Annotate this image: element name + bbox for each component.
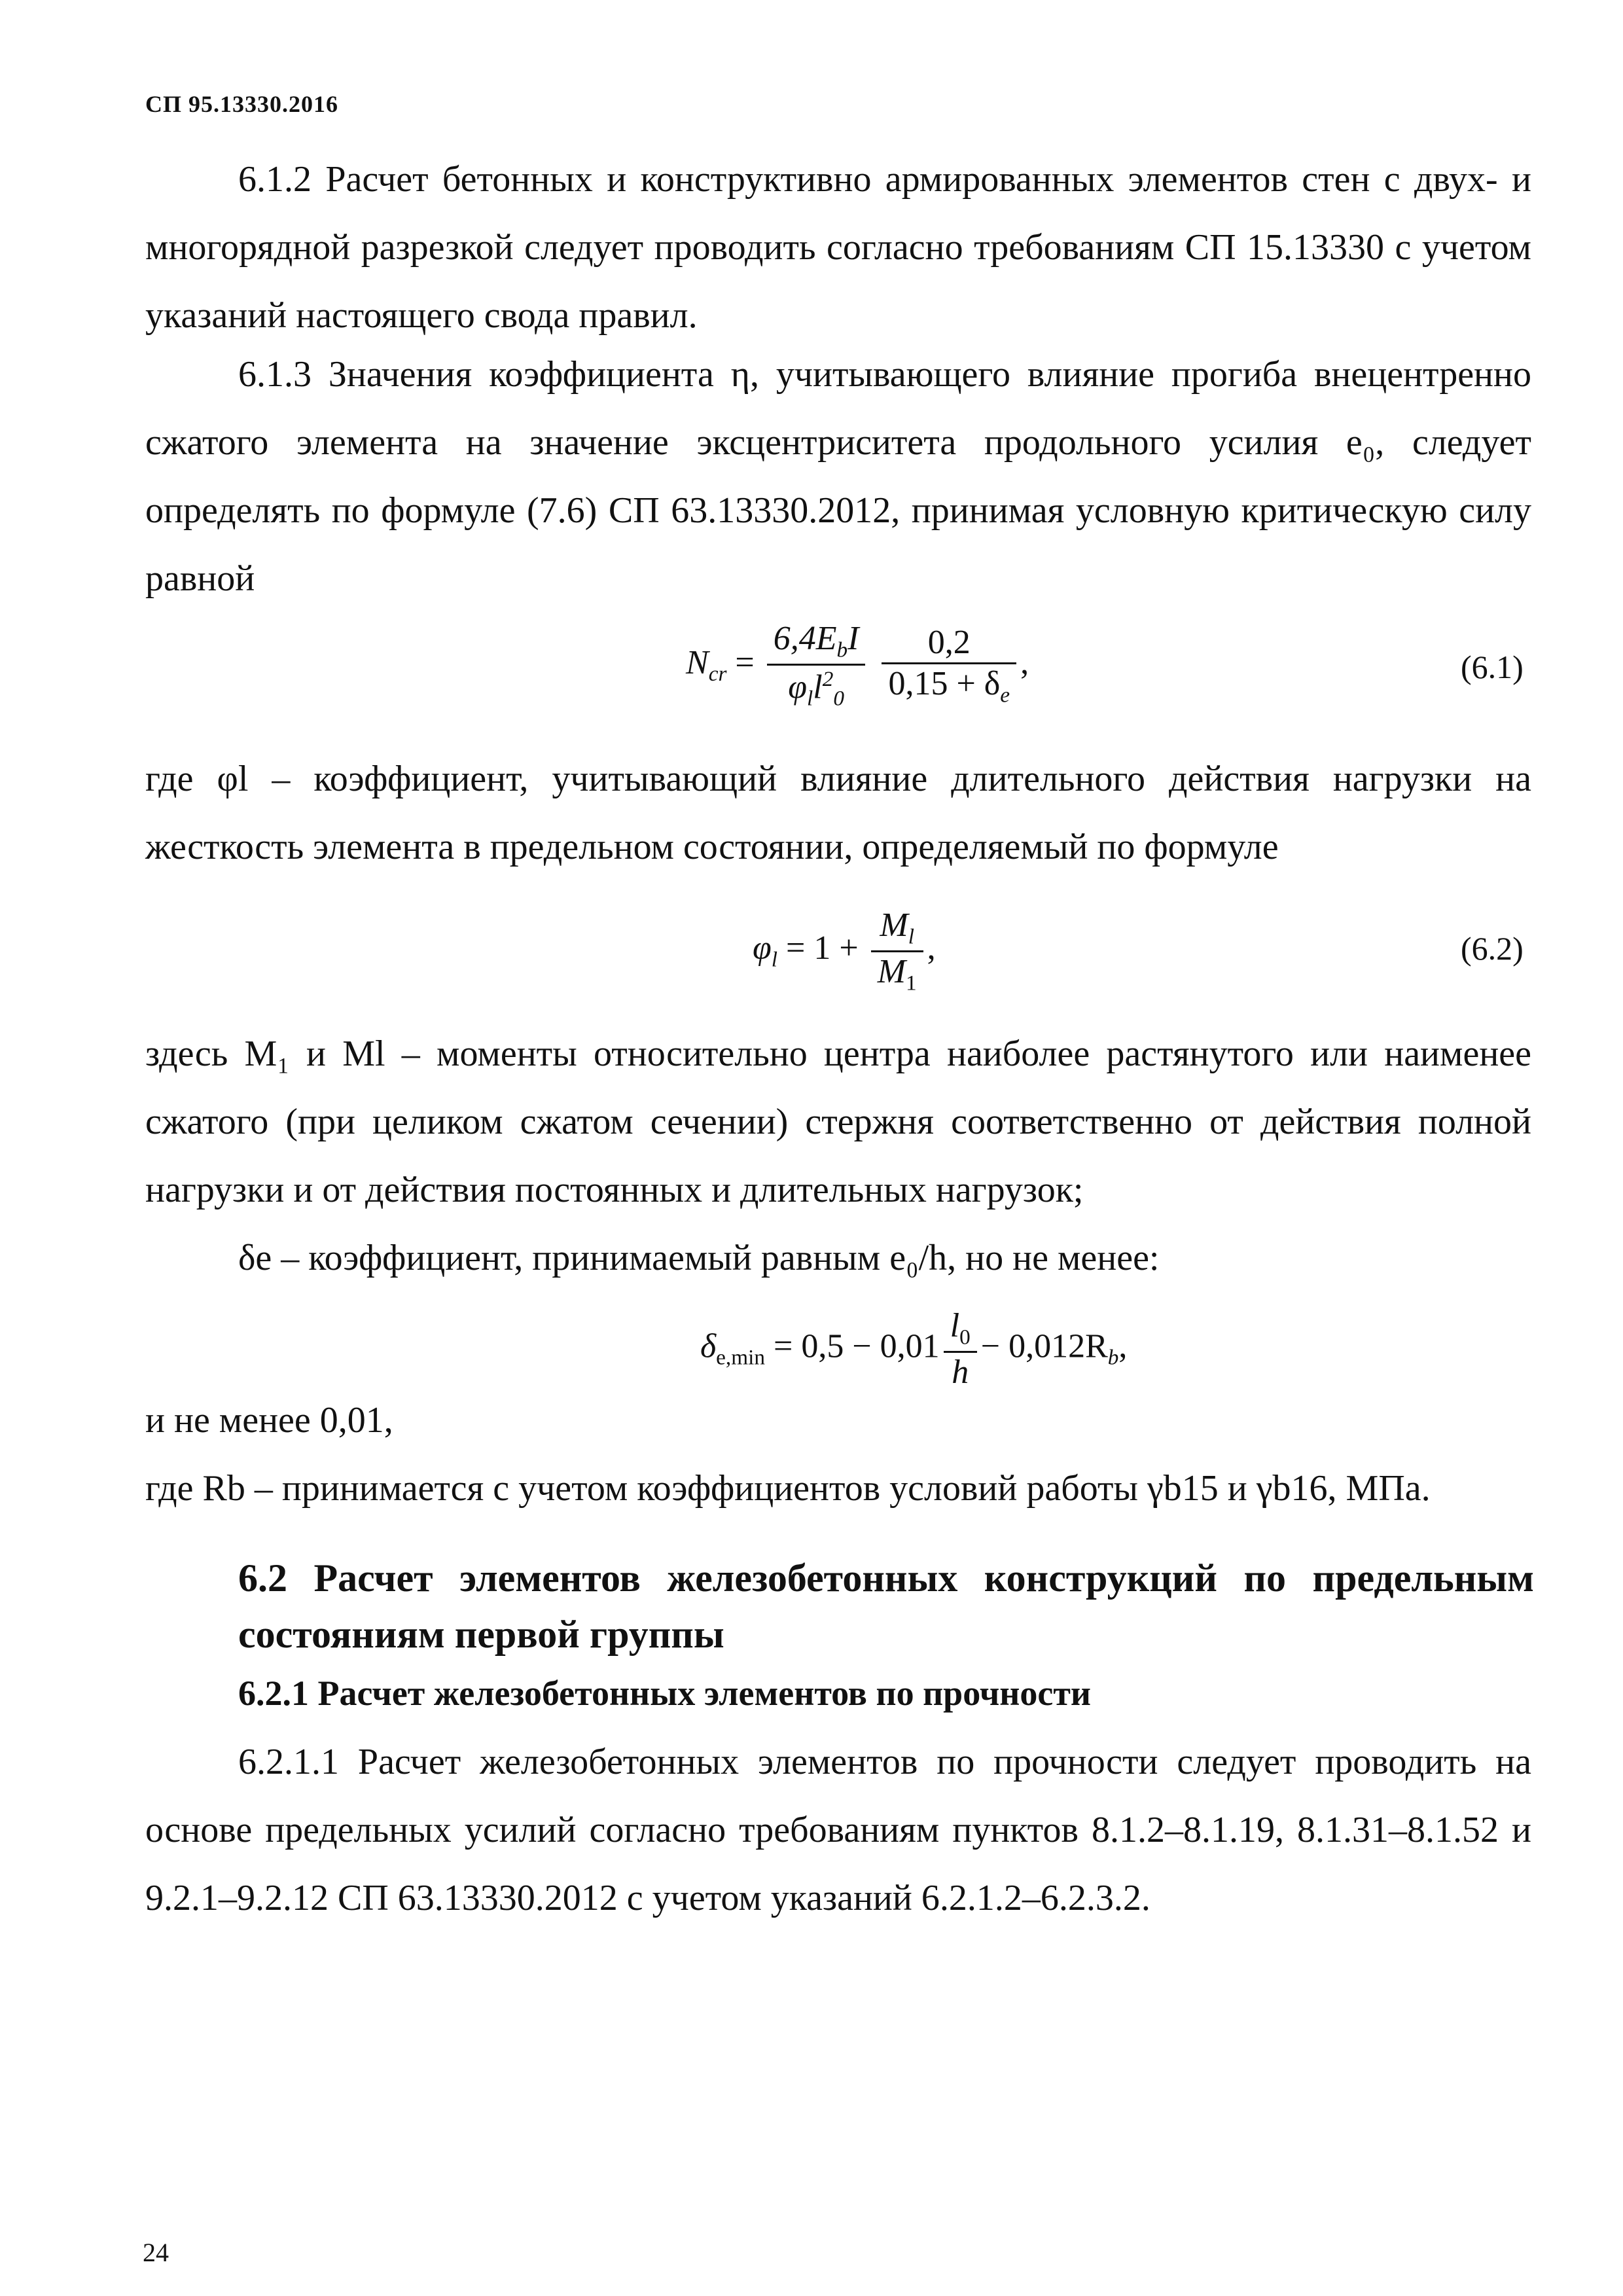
f63-lhs-sub: e,min (716, 1345, 766, 1370)
f61-den1-tail: l (813, 668, 823, 706)
f63-num: l (950, 1307, 960, 1344)
subsection-heading-6-2-1: 6.2.1 Расчет железобетонных элементов по прочности (238, 1674, 1091, 1713)
formula-6-1-fraction-1 (767, 622, 866, 709)
formula-delta-e-min (700, 1309, 1127, 1390)
f62-lhs: φ (753, 929, 772, 967)
formula-6-1-fraction-2 (882, 623, 1016, 707)
f63-part2: − 0,012R (980, 1327, 1108, 1365)
equation-number-6-2: (6.2) (1461, 930, 1524, 967)
f62-den-sub: 1 (906, 971, 917, 996)
f61-num1-sub: b (836, 637, 848, 662)
equation-number-6-1: (6.1) (1461, 649, 1524, 685)
paragraph-moments-definition: здесь M₁ и Ml – моменты относительно центра наиболее растянутого или наименее сжатого (при целиком сжатом сечении) стержня соответственно от действия полной нагрузки и от действия постоянных и длительных нагрузок; (145, 1033, 1531, 1210)
f62-num-sub: l (908, 924, 914, 949)
page-number: 24 (143, 2238, 169, 2267)
f61-num2: 0,2 (882, 626, 1016, 664)
f62-num: M (880, 906, 908, 944)
f61-den2: 0,15 + δ (888, 664, 1001, 702)
f61-num1-tail: I (847, 620, 859, 657)
f61-den1-tail-sup: 2 (822, 666, 834, 691)
formula-delta-fraction (944, 1309, 977, 1390)
formula-6-2: $\varphi_l = 1$ + $\frac{M_l}{M_1}$ , (753, 906, 936, 996)
paragraph-not-less: и не менее 0,01, (145, 1400, 393, 1441)
formula-6-2-fraction (871, 908, 923, 994)
f63-part1: = 0,5 − 0,01 (774, 1327, 940, 1365)
formula-6-1-lhs-sub: cr (708, 662, 727, 687)
paragraph-6-2-1-1: 6.2.1.1 Расчет железобетонных элементов по прочности следует проводить на основе предельных усилий согласно требованиям пунктов 8.1.2–8.1.19, 8.1.31–8.1.52 и 9.2.1–9.2.12 СП 63.13330.2012 с учетом указаний 6.2.1.2–6.2.3.2. (145, 1742, 1531, 1918)
f62-den: M (877, 952, 906, 990)
paragraph-phi-l-definition: где φl – коэффициент, учитывающий влияние длительного действия нагрузки на жесткость элемента в предельном состоянии, определяемый по формуле (145, 759, 1531, 867)
f63-tail: , (1118, 1327, 1128, 1365)
paragraph-6-1-2: 6.1.2 Расчет бетонных и конструктивно армированных элементов стен с двух- и многорядной разрезкой следует проводить согласно требованиям СП 15.13330 с учетом указаний настоящего свода правил. (145, 159, 1531, 336)
f63-den: h (952, 1353, 969, 1391)
f61-num1: 6,4E (773, 620, 837, 657)
f62-lhs-sub: l (771, 947, 778, 972)
formula-6-1-lhs: N (686, 643, 709, 681)
paragraph-6-1-3: 6.1.3 Значения коэффициента η, учитывающего влияние прогиба внецентренно сжатого элемента на значение эксцентриситета продольного усилия e₀, следует определять по формуле (7.6) СП 63.13330.2012, принимая условную критическую силу равной (145, 354, 1531, 599)
paragraph-rb-definition: где Rb – принимается с учетом коэффициентов условий работы γb15 и γb16, МПа. (145, 1468, 1431, 1509)
f61-den1-tail-sub: 0 (833, 686, 844, 711)
f61-den2-sub: e (1000, 682, 1010, 707)
f61-den1-sub: l (807, 686, 813, 711)
f63-lhs: δ (700, 1327, 717, 1365)
f61-den1: φ (788, 668, 807, 706)
paragraph-delta-e-definition: δe – коэффициент, принимаемый равным e₀/h, но не менее: (238, 1238, 1160, 1278)
document-header: СП 95.13330.2016 (145, 91, 338, 117)
f63-part2-sub: b (1107, 1345, 1119, 1370)
f63-num-sub: 0 (959, 1325, 971, 1350)
f62-mid: = 1 + (786, 929, 859, 967)
section-heading-6-2: 6.2 Расчет элементов железобетонных конструкций по предельным состояниям первой группы (238, 1556, 1534, 1656)
formula-6-1: $N_{cr}$ = $\frac{6,4E_bI}{\varphi_ll^2_0}$ $\frac{0,2}{0,15 + \delta_e}$ , (686, 620, 1029, 711)
